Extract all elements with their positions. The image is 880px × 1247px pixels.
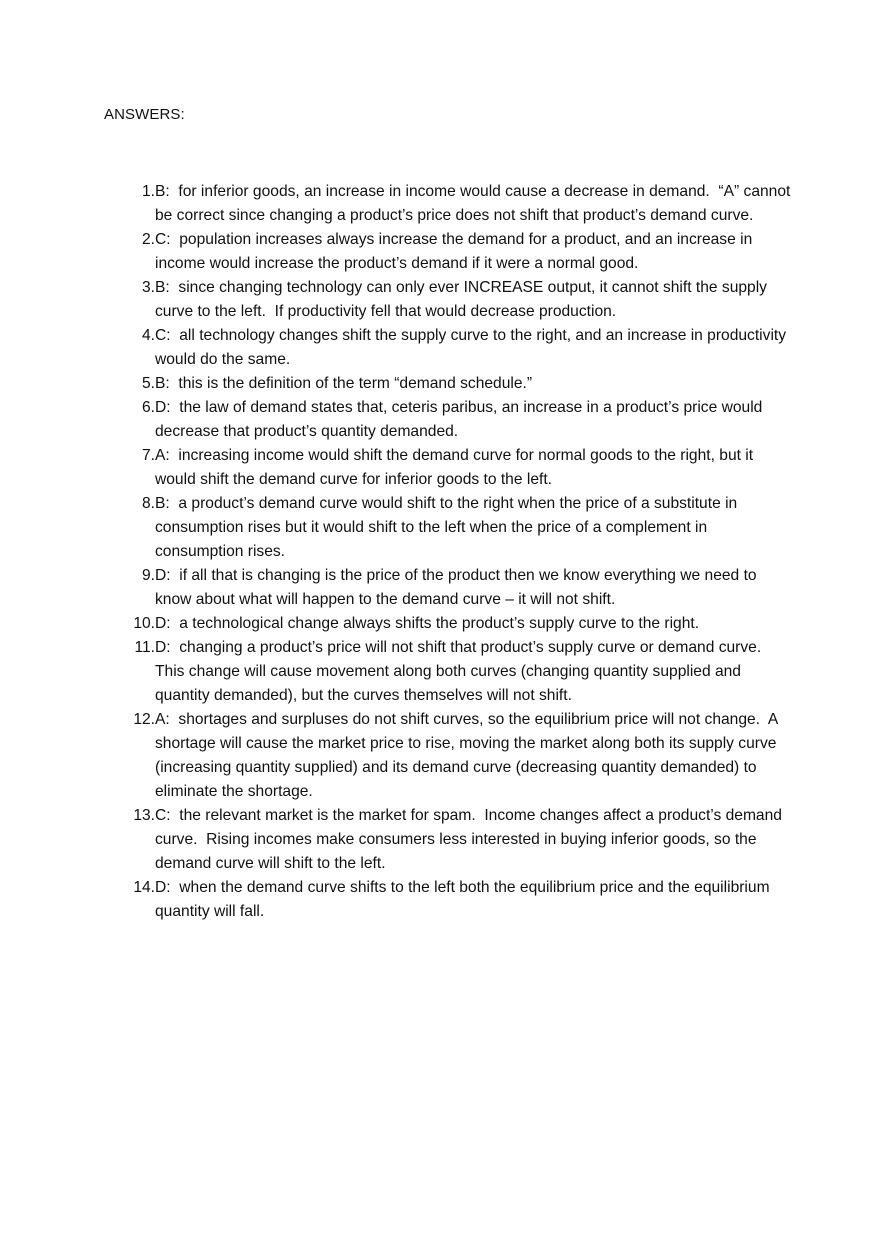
answer-item [104,564,794,612]
answer-item [104,492,794,564]
answer-item [104,324,794,372]
answer-item [104,804,794,876]
answer-text: C: all technology changes shift the supply curve to the right, and an increase in productivity would do the same. [155,327,791,368]
answer-text: D: when the demand curve shifts to the left both the equilibrium price and the equilibrium quantity will fall. [155,879,774,920]
answer-number: 12. [133,711,155,728]
answer-item [104,708,794,804]
page-heading: ANSWERS: [104,106,185,123]
answer-number: 5. [141,375,155,392]
answer-number: 6. [141,399,155,416]
answer-text: B: this is the definition of the term “demand schedule.” [155,375,533,392]
answer-text: D: a technological change always shifts the product’s supply curve to the right. [155,615,700,632]
answer-item [104,372,794,396]
answer-text: C: the relevant market is the market for spam. Income changes affect a product’s demand curve. Rising incomes make consumers less interested in buying inferior goods, so the demand curve will shift to the left. [155,807,787,872]
answer-item [104,636,794,708]
answer-list [104,180,794,924]
answer-number: 2. [141,231,155,248]
answer-text: C: population increases always increase the demand for a product, and an increase in income would increase the product’s demand if it were a normal good. [155,231,757,272]
answer-item [104,180,794,228]
answer-text: B: since changing technology can only ever INCREASE output, it cannot shift the supply curve to the left. If productivity fell that would decrease production. [155,279,772,320]
answer-number: 10. [133,615,155,632]
answer-item [104,876,794,924]
answer-text: A: increasing income would shift the demand curve for normal goods to the right, but it would shift the demand curve for inferior goods to the left. [155,447,758,488]
answer-item [104,276,794,324]
answer-text: D: if all that is changing is the price of the product then we know everything we need to know about what will happen to the demand curve – it will not shift. [155,567,761,608]
answer-number: 7. [141,447,155,464]
answer-text: D: the law of demand states that, ceteris paribus, an increase in a product’s price would decrease that product’s quantity demanded. [155,399,767,440]
answer-number: 14. [133,879,155,896]
answer-item [104,396,794,444]
answer-number: 11. [134,639,155,656]
answer-number: 3. [141,279,155,296]
answer-number: 13. [133,807,155,824]
answer-number: 4. [141,327,155,344]
answer-number: 1. [141,183,155,200]
answer-text: A: shortages and surpluses do not shift curves, so the equilibrium price will not change. A shortage will cause the market price to rise, moving the market along both its supply curve (increasing quantity supplied) and its demand curve (decreasing quantity demanded) to eliminate the shortage. [155,711,782,800]
answer-text: D: changing a product’s price will not shift that product’s supply curve or demand curve. This change will cause movement along both curves (changing quantity supplied and quantity demanded), but the curves themselves will not shift. [155,639,770,704]
answer-number: 8. [141,495,155,512]
answer-text: B: for inferior goods, an increase in income would cause a decrease in demand. “A” cannot be correct since changing a product’s price does not shift that product’s demand curve. [155,183,795,224]
answer-text: B: a product’s demand curve would shift to the right when the price of a substitute in consumption rises but it would shift to the left when the price of a complement in consumption rises. [155,495,742,560]
answer-item [104,444,794,492]
answer-number: 9. [141,567,155,584]
answer-item [104,612,794,636]
answer-item [104,228,794,276]
